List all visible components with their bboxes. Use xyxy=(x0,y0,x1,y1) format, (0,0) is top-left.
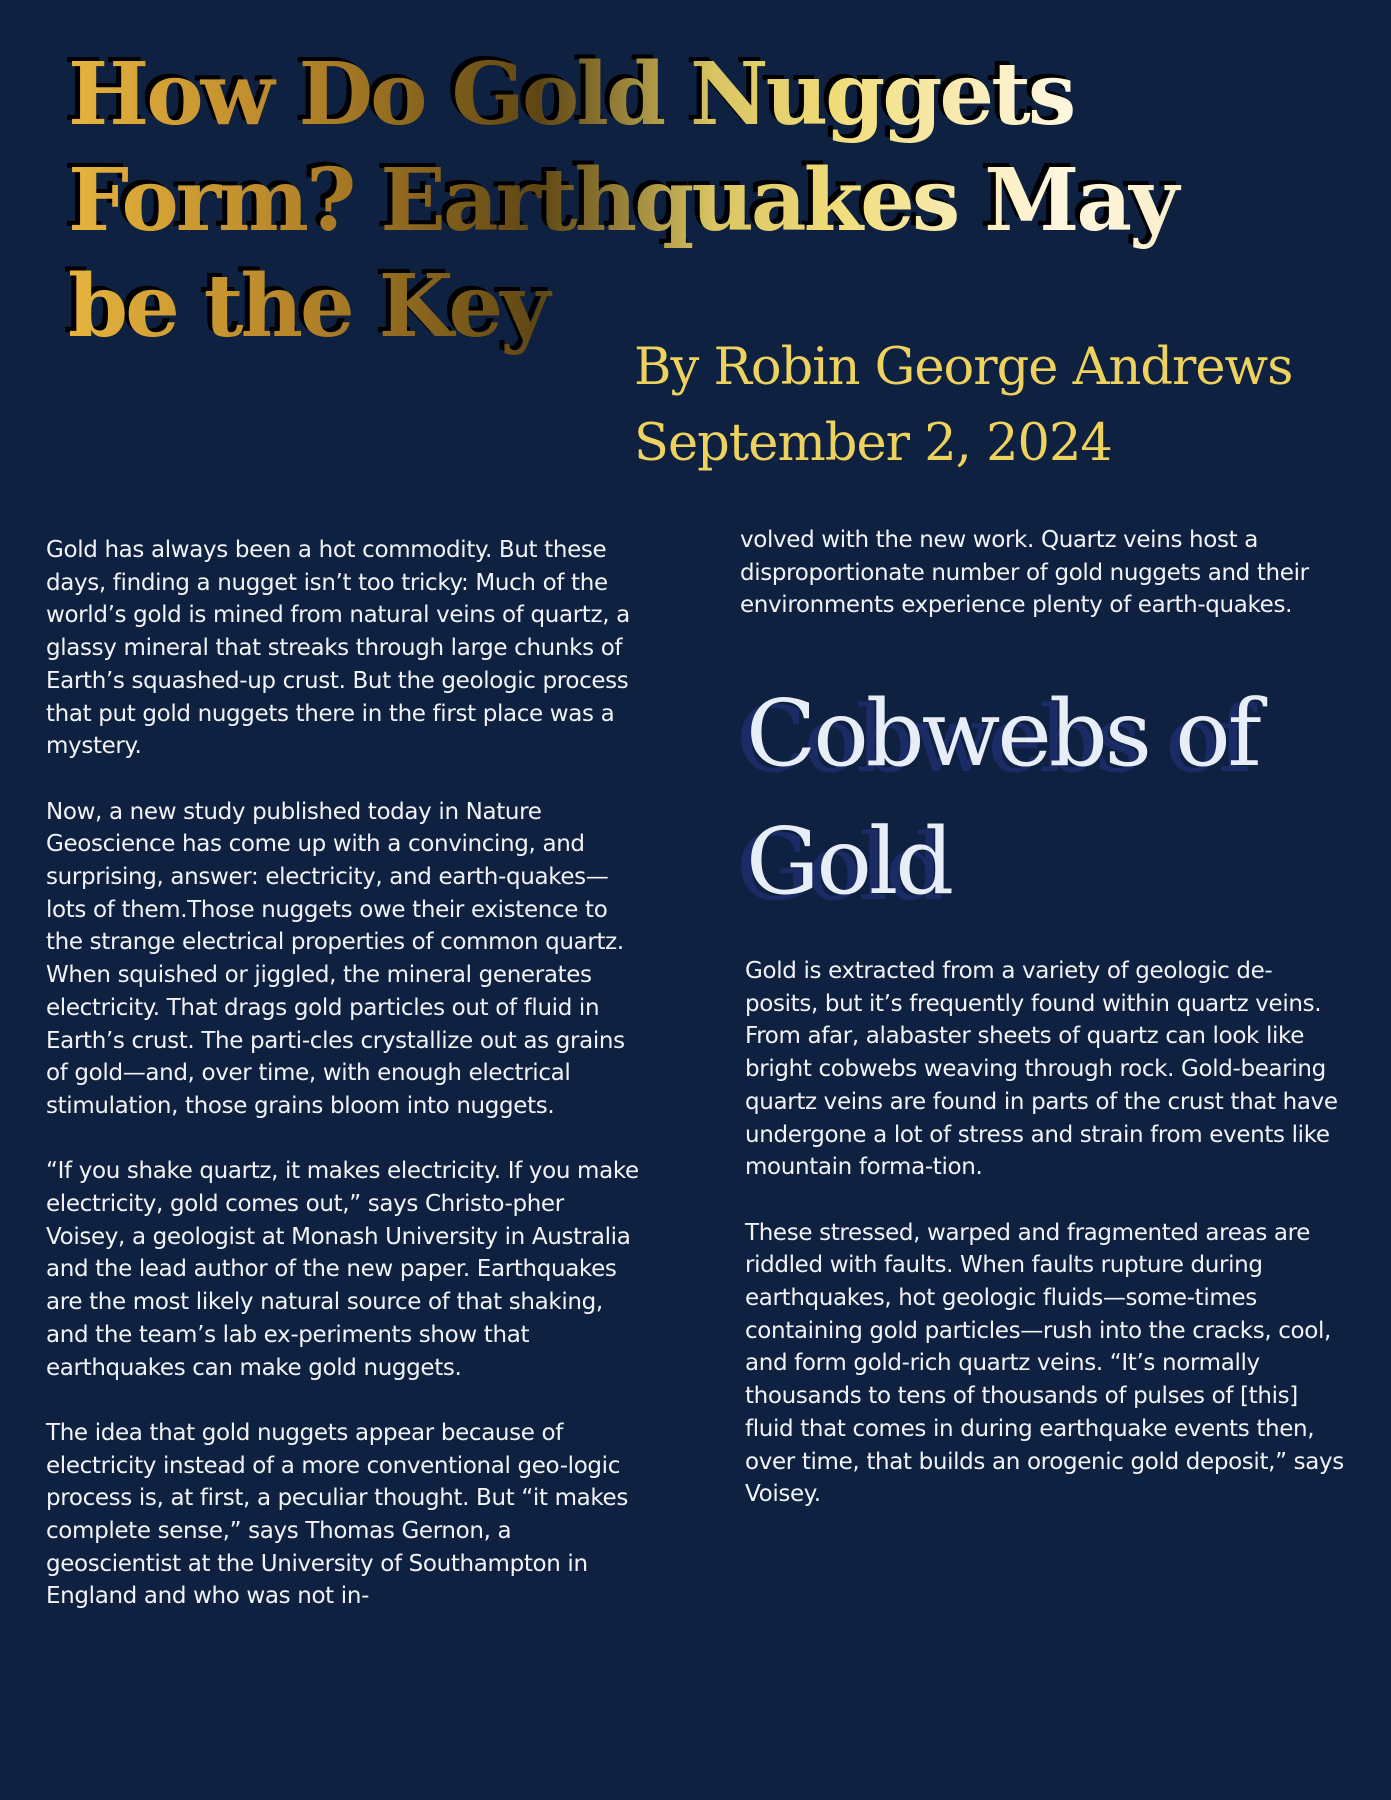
section-heading: Cobwebs of Gold xyxy=(746,680,1259,915)
right-column-continuation xyxy=(740,524,1340,655)
byline xyxy=(634,330,1292,482)
right-column xyxy=(745,955,1345,1544)
paragraph: The idea that gold nuggets appear because of electricity instead of a more conventional geo-logic process is, at first, a peculiar thought. But “it makes complete sense,” says Thomas Gernon, a geoscientist at the University of Southampton in England and who was not in- xyxy=(46,1419,628,1610)
paragraph: “If you shake quartz, it makes electricity. If you make electricity, gold comes out,” says Christo-pher Voisey, a geologist at Monash University in Australia and the lead author of the new paper. Earthquakes are the most likely natural source of that shaking, and the team’s lab ex-periments show that earthquakes can make gold nuggets. xyxy=(46,1158,639,1381)
paragraph: Now, a new study published today in Nature Geoscience has come up with a convincing, and surprising, answer: electricity, and earth-quakes—lots of them.Those nuggets owe their existence to the strange electrical properties of common quartz. When squished or jiggled, the mineral generates electricity. That drags gold particles out of fluid in Earth’s crust. The parti-cles crystallize out as grains of gold—and, over time, with enough electrical stimulation, those grains bloom into nuggets. xyxy=(46,798,625,1119)
paragraph: Gold has always been a hot commodity. But these days, finding a nugget isn’t too tricky: Much of the world’s gold is mined from natural veins of quartz, a glassy mineral that streaks through large chunks of Earth’s squashed-up crust. But the geologic process that put gold nuggets there in the first place was a mystery. xyxy=(46,537,630,760)
author: By Robin George Andrews xyxy=(634,338,1293,397)
paragraph: volved with the new work. Quartz veins host a disproportionate number of gold nuggets and their environments experience plenty of earth-quakes. xyxy=(740,527,1309,619)
publish-date: September 2, 2024 xyxy=(634,414,1112,473)
paragraph: Gold is extracted from a variety of geologic de-posits, but it’s frequently found within quartz veins. From afar, alabaster sheets of quartz can look like bright cobwebs weaving through rock. Gold-bearing quartz veins are found in parts of the crust that have undergone a lot of stress and strain from events like mountain forma-tion. xyxy=(745,958,1338,1181)
article-title: How Do Gold Nuggets Form? Earthquakes May be the Key xyxy=(68,42,1308,360)
left-column xyxy=(46,534,646,1646)
paragraph: These stressed, warped and fragmented areas are riddled with faults. When faults rupture during earthquakes, hot geologic fluids—some-times containing gold particles—rush into the cracks, cool, and form gold-rich quartz veins. “It’s normally thousands to tens of thousands of pulses of [this] fluid that comes in during earthquake events then, over time, that builds an orogenic gold deposit,” says Voisey. xyxy=(745,1219,1344,1508)
